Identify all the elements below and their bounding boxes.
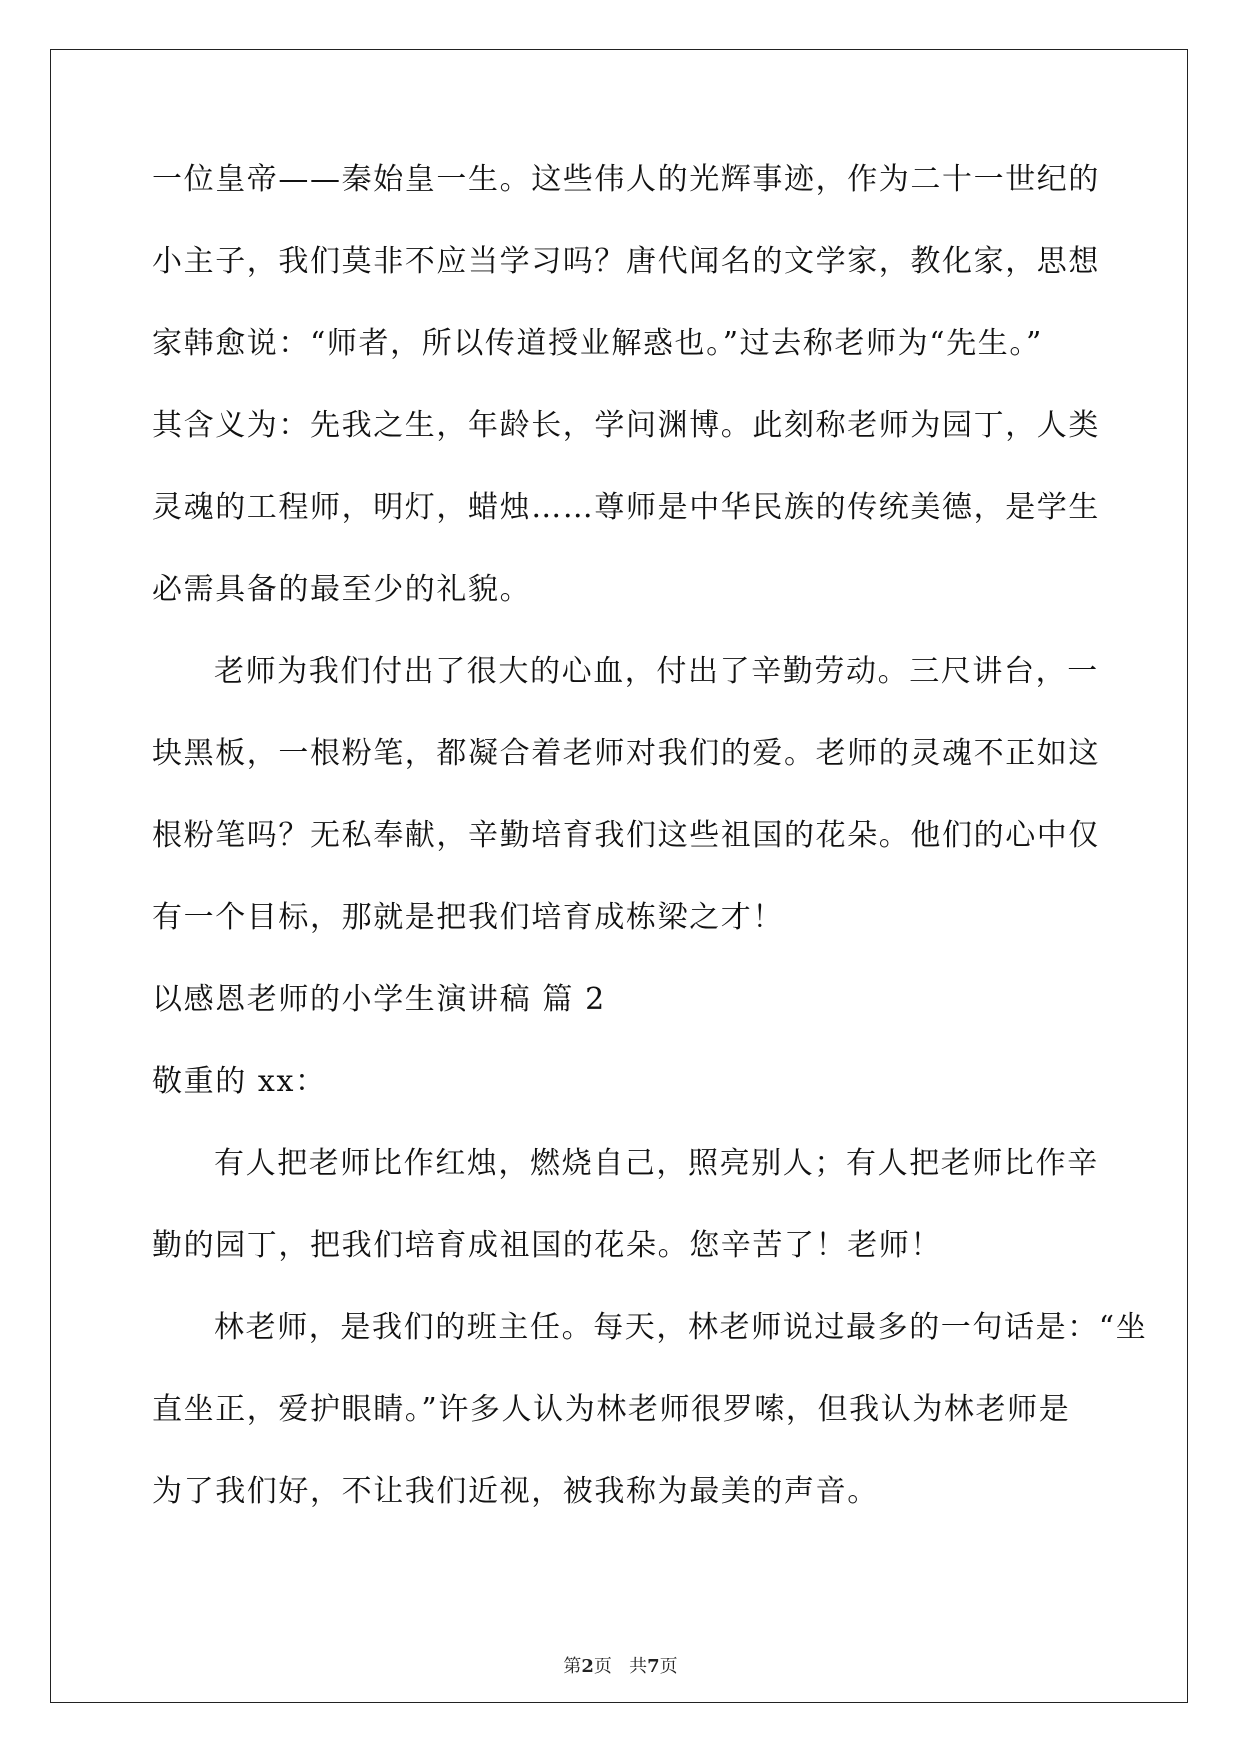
text-line: 小主子，我们莫非不应当学习吗？唐代闻名的文学家，教化家，思想 bbox=[152, 244, 1100, 279]
text-line: 灵魂的工程师，明灯，蜡烛……尊师是中华民族的传统美德，是学生 bbox=[152, 490, 1100, 525]
text-line: 一位皇帝——秦始皇一生。这些伟人的光辉事迹，作为二十一世纪的 bbox=[152, 162, 1100, 197]
text-line: 家韩愈说：“师者，所以传道授业解惑也。”过去称老师为“先生。” bbox=[152, 326, 1043, 361]
paragraph-start-line: 林老师，是我们的班主任。每天，林老师说过最多的一句话是：“坐 bbox=[214, 1310, 1148, 1345]
text-line: 必需具备的最至少的礼貌。 bbox=[152, 572, 532, 607]
text-line: 其含义为：先我之生，年龄长，学问渊博。此刻称老师为园丁，人类 bbox=[152, 408, 1100, 443]
page-border bbox=[50, 49, 1188, 1703]
paragraph-start-line: 有人把老师比作红烛，燃烧自己，照亮别人；有人把老师比作辛 bbox=[214, 1146, 1099, 1181]
page-number-prefix: 第 bbox=[563, 1656, 582, 1677]
text-line: 块黑板，一根粉笔，都凝合着老师对我们的爱。老师的灵魂不正如这 bbox=[152, 736, 1100, 771]
salutation: 敬重的 xx： bbox=[152, 1064, 327, 1099]
text-line: 为了我们好，不让我们近视，被我称为最美的声音。 bbox=[152, 1474, 879, 1509]
paragraph-start-line: 老师为我们付出了很大的心血，付出了辛勤劳动。三尺讲台，一 bbox=[214, 654, 1099, 689]
text-line: 有一个目标，那就是把我们培育成栋梁之才！ bbox=[152, 900, 784, 935]
section-heading: 以感恩老师的小学生演讲稿 篇 2 bbox=[152, 982, 606, 1017]
total-pages: 7 bbox=[647, 1656, 660, 1677]
text-line: 直坐正，爱护眼睛。”许多人认为林老师很罗嗦，但我认为林老师是 bbox=[152, 1392, 1071, 1427]
page-footer bbox=[0, 1652, 1241, 1678]
text-line: 勤的园丁，把我们培育成祖国的花朵。您辛苦了！老师！ bbox=[152, 1228, 942, 1263]
total-pages-suffix: 页 bbox=[659, 1656, 678, 1677]
total-pages-prefix: 共 bbox=[629, 1656, 648, 1677]
text-line: 根粉笔吗？无私奉献，辛勤培育我们这些祖国的花朵。他们的心中仅 bbox=[152, 818, 1100, 853]
page-number-suffix: 页 bbox=[593, 1656, 612, 1677]
page-number: 2 bbox=[581, 1656, 594, 1677]
